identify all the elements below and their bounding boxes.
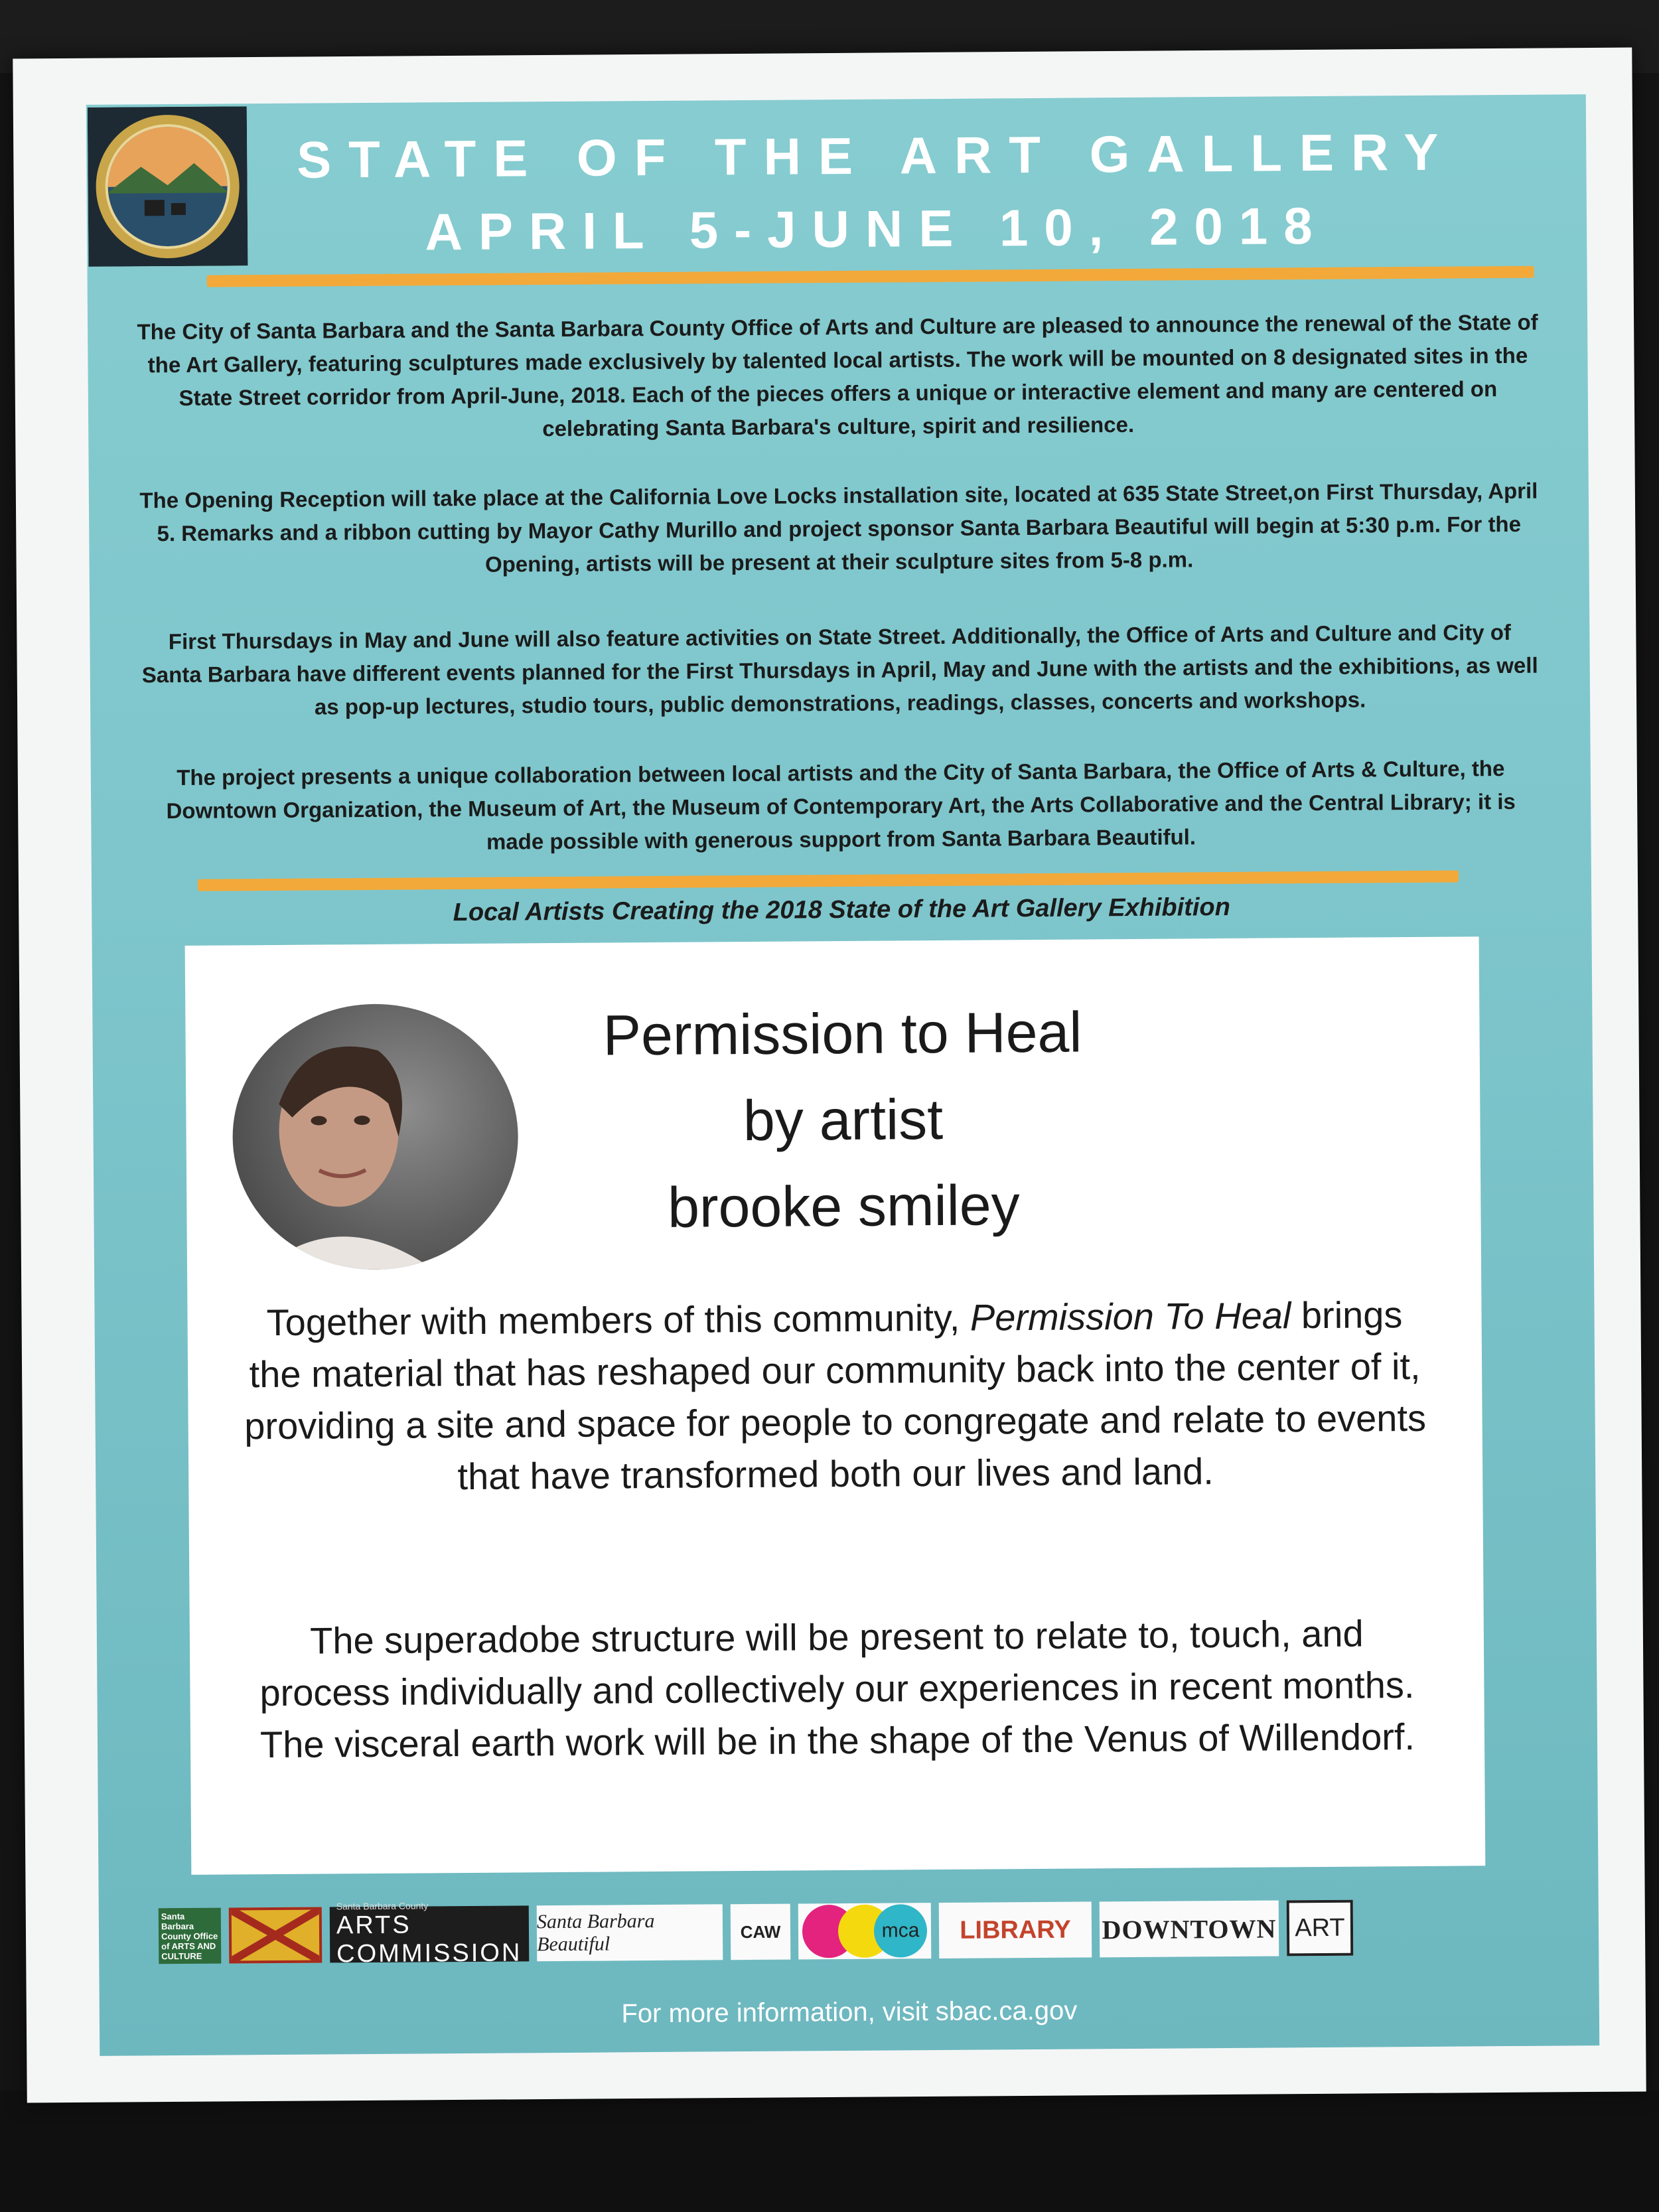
- artwork-title: Permission to Heal: [603, 1000, 1082, 1068]
- collaboration-paragraph: The project presents a unique collaboration between local artists and the City of Santa Barbara, the Office of Arts & Culture, the Downtown Organization, the Museum of Art, the Museum of Contemporary Art, the Arts Collaborative and the Central Library; it is made possible with generous support from Santa Barbara Beautiful.: [166, 756, 1516, 854]
- arts-commission-county: Santa Barbara County: [336, 1900, 429, 1912]
- divider-rule: [198, 871, 1459, 891]
- reception-paragraph: The Opening Reception will take place at the California Love Locks installation site, located at 635 State Street,on First Thursday, April 5. Remarks and a ribbon cutting by Mayor Cathy Murillo and project sponsor Santa Barbara Beautiful will begin at 5:30 p.m. For the Opening, artists will be present at their sculpture sites from 5-8 p.m.: [139, 478, 1538, 577]
- description-text: brings the material that has reshaped our community back into the center of it, providing a site and space for people to congregate and relate to events that have transformed both our lives and land.: [244, 1293, 1427, 1498]
- arts-commission-name: ARTS COMMISSION: [336, 1911, 522, 1968]
- arts-commission-logo: [330, 1900, 530, 1968]
- city-seal-icon: [88, 106, 248, 267]
- artists-heading: Local Artists Creating the 2018 State of the Art Gallery Exhibition: [453, 893, 1231, 927]
- description-text: Together with members of this community,: [266, 1296, 971, 1344]
- downtown-logo: DOWNTOWN: [1100, 1900, 1279, 1957]
- poster-title: STATE OF THE ART GALLERY: [296, 122, 1456, 189]
- artwork-byline: by artist: [743, 1087, 944, 1153]
- mca-text: mca: [874, 1904, 928, 1958]
- more-info-footer: For more information, visit sbac.ca.gov: [621, 1996, 1078, 2029]
- poster: [86, 94, 1599, 2056]
- santa-barbara-beautiful-logo: Santa Barbara Beautiful: [537, 1904, 723, 1961]
- museum-of-art-logo: ART: [1287, 1900, 1354, 1956]
- office-arts-culture-logo: Santa Barbara County Office of ARTS AND CULTURE: [159, 1908, 222, 1964]
- photo-background-bottom: [0, 2091, 1659, 2212]
- structure-description: The superadobe structure will be present to relate to, touch, and process individually and collectively our experiences in recent months. The visceral earth work will be in the shape of the Venus of Willendorf.: [259, 1612, 1415, 1766]
- intro-paragraph: The City of Santa Barbara and the Santa Barbara County Office of Arts and Culture are pleased to announce the renewal of the State of the Art Gallery, featuring sculptures made exclusively by talented local artists. The work will be mounted on 8 designated sites in the State Street corridor from April-June, 2018. Each of the pieces offers a unique or interactive element and many are centered on celebrating Santa Barbara's culture, spirit and resilience.: [137, 309, 1538, 441]
- artwork-title-italic: Permission To Heal: [970, 1294, 1291, 1339]
- caw-logo: CAW: [731, 1904, 791, 1960]
- flag-logo-icon: [229, 1907, 323, 1964]
- library-logo: LIBRARY: [939, 1901, 1092, 1958]
- divider-rule: [207, 266, 1534, 287]
- sponsor-logo-strip: [159, 1893, 1540, 1970]
- artist-name: brooke smiley: [667, 1173, 1020, 1240]
- artist-card: [185, 936, 1486, 1875]
- poster-dates: APRIL 5-JUNE 10, 2018: [425, 196, 1329, 261]
- artwork-description: [240, 1289, 1429, 1504]
- mca-logo: [798, 1903, 932, 1959]
- events-paragraph: First Thursdays in May and June will also feature activities on State Street. Additionally, the Office of Arts and Culture and City of Santa Barbara have different events planned for the First Thursdays in April, May and June with the artists and the exhibitions, as well as pop-up lectures, studio tours, public demonstrations, readings, classes, concerts and workshops.: [141, 619, 1538, 719]
